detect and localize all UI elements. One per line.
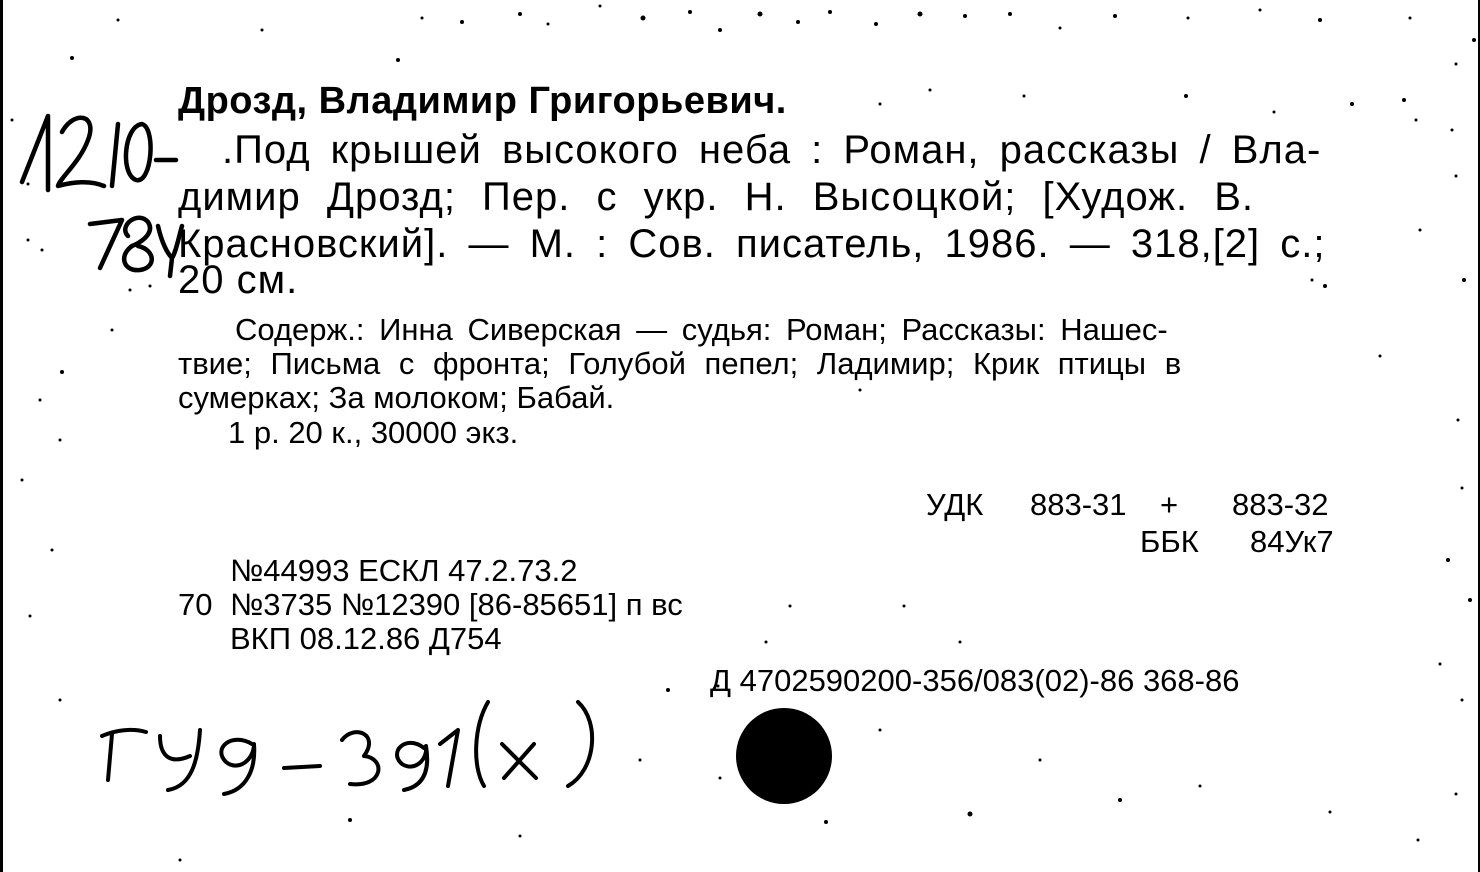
bbk-value: 84Ук7 xyxy=(1250,524,1334,559)
bbk-label: ББК xyxy=(1140,524,1199,559)
udk-value-1: 883-31 xyxy=(1030,487,1127,522)
udk-label: УДК xyxy=(926,487,984,522)
registration-line-1: №44993 ЕСКЛ 47.2.73.2 xyxy=(230,553,578,588)
handwritten-call-number-bottom xyxy=(90,218,182,276)
publication-d-code: Д 4702590200-356/083(02)-86 368-86 xyxy=(710,663,1240,698)
title-line-2: димир Дрозд; Пер. с укр. Н. Высоцкой; [Худож. В. xyxy=(178,175,1255,219)
contents-line-1: Содерж.: Инна Сиверская — судья: Роман; Рассказы: Нашес- xyxy=(235,312,1168,347)
registration-line-3: ВКП 08.12.86 Д754 xyxy=(230,621,502,656)
contents-line-3: сумерках; За молоком; Бабай. xyxy=(178,380,615,415)
title-line-4: 20 см. xyxy=(178,258,299,302)
udk-plus-sign: + xyxy=(1160,487,1179,522)
registration-code: 70 xyxy=(178,587,213,622)
price-line: 1 р. 20 к., 30000 экз. xyxy=(228,415,519,450)
title-line-3: Красновский]. — М. : Сов. писатель, 1986. — 318,[2] с.; xyxy=(178,222,1326,266)
handwritten-shelf-code xyxy=(102,702,592,794)
handwritten-call-number-top xyxy=(22,116,176,190)
author-heading: Дрозд, Владимир Григорьевич. xyxy=(178,80,787,122)
title-line-1: .Под крышей высокого неба : Роман, рассказы / Вла- xyxy=(222,128,1322,172)
contents-line-2: твие; Письма с фронта; Голубой пепел; Ладимир; Крик птицы в xyxy=(178,346,1182,381)
udk-value-2: 883-32 xyxy=(1232,487,1329,522)
punched-hole xyxy=(736,708,832,804)
registration-line-2: №3735 №12390 [86-85651] п вс xyxy=(230,587,683,622)
